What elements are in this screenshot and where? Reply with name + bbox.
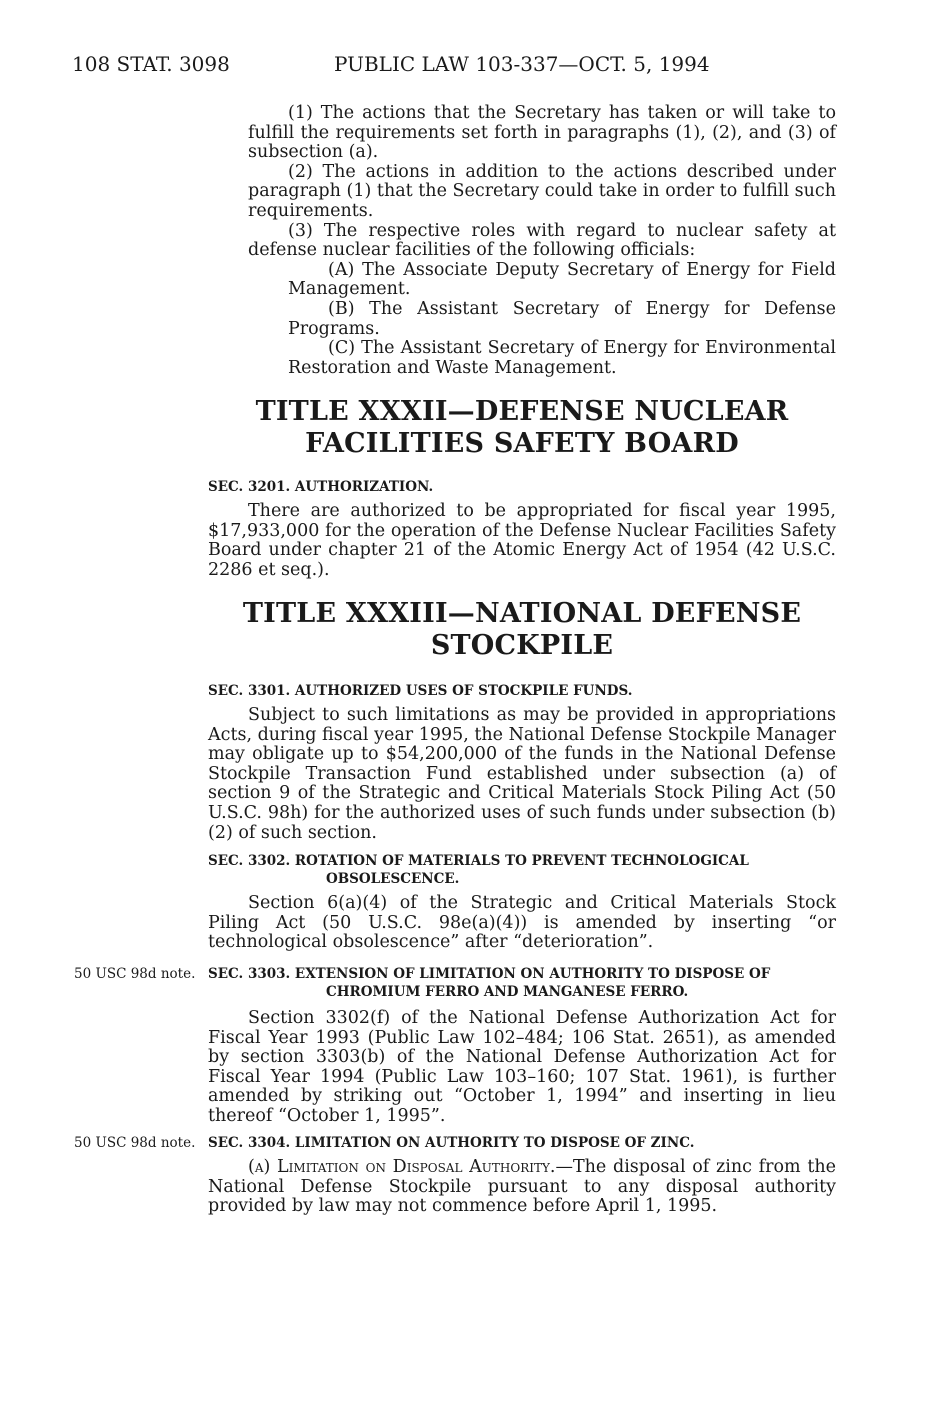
title-32-heading bbox=[208, 396, 836, 460]
title-33-line-1: TITLE XXXIII—NATIONAL DEFENSE bbox=[242, 598, 802, 629]
section-3301-heading: SEC. 3301. AUTHORIZED USES OF STOCKPILE FUNDS. bbox=[208, 683, 633, 699]
section-3201 bbox=[208, 478, 836, 580]
stat-reference: 108 STAT. 3098 bbox=[72, 52, 230, 76]
margin-note-3303: 50 USC 98d note. bbox=[74, 966, 196, 982]
title-32-line-2: FACILITIES SAFETY BOARD bbox=[305, 428, 739, 459]
page-header bbox=[72, 52, 880, 80]
section-3201-heading: SEC. 3201. AUTHORIZATION. bbox=[208, 479, 434, 495]
margin-note-3304: 50 USC 98d note. bbox=[74, 1135, 196, 1151]
section-3303-text: Section 3302(f) of the National Defense Authorization Act for Fiscal Year 1993 (Public Law 102–484; 106 Stat. 2651), as amended by section 3303(b) of the National Defense Authorization Act for Fiscal Year 1994 (Public Law 103–160; 107 Stat. 1961), is further amended by striking out “October 1, 1994” and inserting in lieu thereof “October 1, 1995”. bbox=[208, 1008, 836, 1126]
title-32-line-1: TITLE XXXII—DEFENSE NUCLEAR bbox=[255, 396, 789, 427]
section-3302-heading: SEC. 3302. ROTATION OF MATERIALS TO PREVENT TECHNOLOGICAL OBSOLESCENCE. bbox=[208, 853, 749, 887]
paragraph-1: (1) The actions that the Secretary has taken or will take to fulfill the requirements set forth in paragraphs (1), (2), and (3) of subsection (a). bbox=[248, 103, 836, 163]
section-3304-text bbox=[208, 1158, 836, 1217]
section-3304-body: —The disposal of zinc from the National Defense Stockpile pursuant to any disposal authority provided by law may not commence before April 1, 1995. bbox=[208, 1157, 836, 1217]
section-3301 bbox=[208, 682, 836, 843]
intro-block bbox=[248, 104, 836, 378]
subparagraph-c: (C) The Assistant Secretary of Energy for Environmental Restoration and Waste Management. bbox=[288, 338, 836, 378]
public-law-reference: PUBLIC LAW 103-337—OCT. 5, 1994 bbox=[334, 52, 710, 76]
section-3304 bbox=[208, 1134, 836, 1217]
title-33-heading bbox=[208, 598, 836, 662]
section-3302 bbox=[208, 852, 836, 953]
subparagraph-b: (B) The Assistant Secretary of Energy for Defense Programs. bbox=[288, 298, 836, 339]
paragraph-2: (2) The actions in addition to the actions described under paragraph (1) that the Secretary could take in order to fulfill such requirements. bbox=[248, 161, 836, 221]
title-33-line-2: STOCKPILE bbox=[430, 630, 614, 661]
section-3304-lead: (a) Limitation on Disposal Authority. bbox=[248, 1157, 556, 1177]
section-3201-text: There are authorized to be appropriated for fiscal year 1995, $17,933,000 for the operation of the Defense Nuclear Facilities Safety Board under chapter 21 of the Atomic Energy Act of 1954 (42 U.S.C. 2286 et seq.). bbox=[208, 501, 836, 580]
section-3303-heading: SEC. 3303. EXTENSION OF LIMITATION ON AUTHORITY TO DISPOSE OF CHROMIUM FERRO AND MANGANESE FERRO. bbox=[208, 966, 771, 1000]
paragraph-3: (3) The respective roles with regard to nuclear safety at defense nuclear facilities of the following officials: bbox=[248, 220, 836, 261]
section-3302-text: Section 6(a)(4) of the Strategic and Critical Materials Stock Piling Act (50 U.S.C. 98e(a)(4)) is amended by inserting “or technological obsolescence” after “deterioration”. bbox=[208, 893, 836, 953]
subparagraph-a: (A) The Associate Deputy Secretary of Energy for Field Management. bbox=[288, 259, 836, 300]
section-3301-text: Subject to such limitations as may be provided in appropriations Acts, during fiscal year 1995, the National Defense Stockpile Manager may obligate up to $54,200,000 of the funds in the National Defense Stockpile Transaction Fund established under subsection (a) of section 9 of the Strategic and Critical Materials Stock Piling Act (50 U.S.C. 98h) for the authorized uses of such funds under subsection (b)(2) of such section. bbox=[208, 705, 837, 843]
section-3304-heading: SEC. 3304. LIMITATION ON AUTHORITY TO DISPOSE OF ZINC. bbox=[208, 1135, 695, 1151]
section-3303 bbox=[208, 965, 836, 1127]
